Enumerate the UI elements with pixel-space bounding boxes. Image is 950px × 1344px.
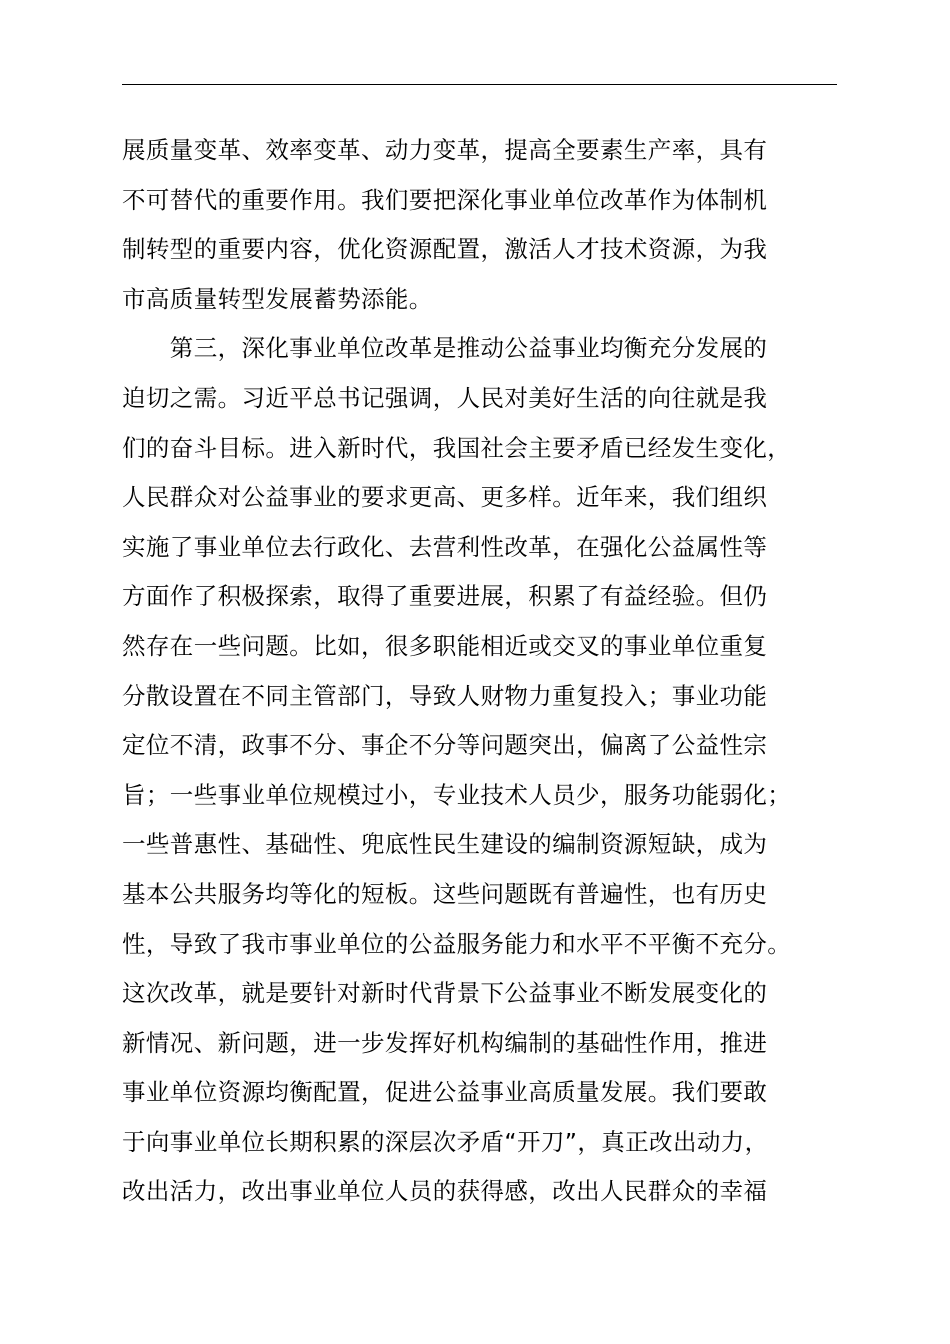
text-line: 改出活力，改出事业单位人员的获得感，改出人民群众的幸福 <box>122 1177 768 1206</box>
header-rule <box>122 84 837 85</box>
text-line: 性，导致了我市事业单位的公益服务能力和水平不平衡不充分。 <box>122 929 792 958</box>
text-line: 市高质量转型发展蓄势添能。 <box>122 284 433 313</box>
text-line: 不可替代的重要作用。我们要把深化事业单位改革作为体制机 <box>122 185 768 214</box>
text-line: 旨；一些事业单位规模过小，专业技术人员少，服务功能弱化； <box>122 780 792 809</box>
text-line: 制转型的重要内容，优化资源配置，激活人才技术资源，为我 <box>122 235 768 264</box>
text-line: 分散设置在不同主管部门，导致人财物力重复投入；事业功能 <box>122 681 768 710</box>
body-text <box>122 126 862 1217</box>
text-line: 基本公共服务均等化的短板。这些问题既有普遍性，也有历史 <box>122 879 768 908</box>
text-line: 迫切之需。习近平总书记强调，人民对美好生活的向往就是我 <box>122 383 768 412</box>
text-line: 人民群众对公益事业的要求更高、更多样。近年来，我们组织 <box>122 483 768 512</box>
text-line: 定位不清，政事不分、事企不分等问题突出，偏离了公益性宗 <box>122 731 768 760</box>
text-line: 们的奋斗目标。进入新时代，我国社会主要矛盾已经发生变化， <box>122 433 792 462</box>
text-line: 一些普惠性、基础性、兜底性民生建设的编制资源短缺，成为 <box>122 830 768 859</box>
paragraph-start-line: 第三，深化事业单位改革是推动公益事业均衡充分发展的 <box>122 334 768 363</box>
text-line: 于向事业单位长期积累的深层次矛盾“开刀”，真正改出动力， <box>122 1127 769 1156</box>
text-line: 事业单位资源均衡配置，促进公益事业高质量发展。我们要敢 <box>122 1078 768 1107</box>
text-line: 实施了事业单位去行政化、去营利性改革，在强化公益属性等 <box>122 532 768 561</box>
text-line: 然存在一些问题。比如，很多职能相近或交叉的事业单位重复 <box>122 631 768 660</box>
text-line: 方面作了积极探索，取得了重要进展，积累了有益经验。但仍 <box>122 582 768 611</box>
text-line: 新情况、新问题，进一步发挥好机构编制的基础性作用，推进 <box>122 1028 768 1057</box>
text-line: 这次改革，就是要针对新时代背景下公益事业不断发展变化的 <box>122 979 768 1008</box>
text-line: 展质量变革、效率变革、动力变革，提高全要素生产率，具有 <box>122 136 768 164</box>
